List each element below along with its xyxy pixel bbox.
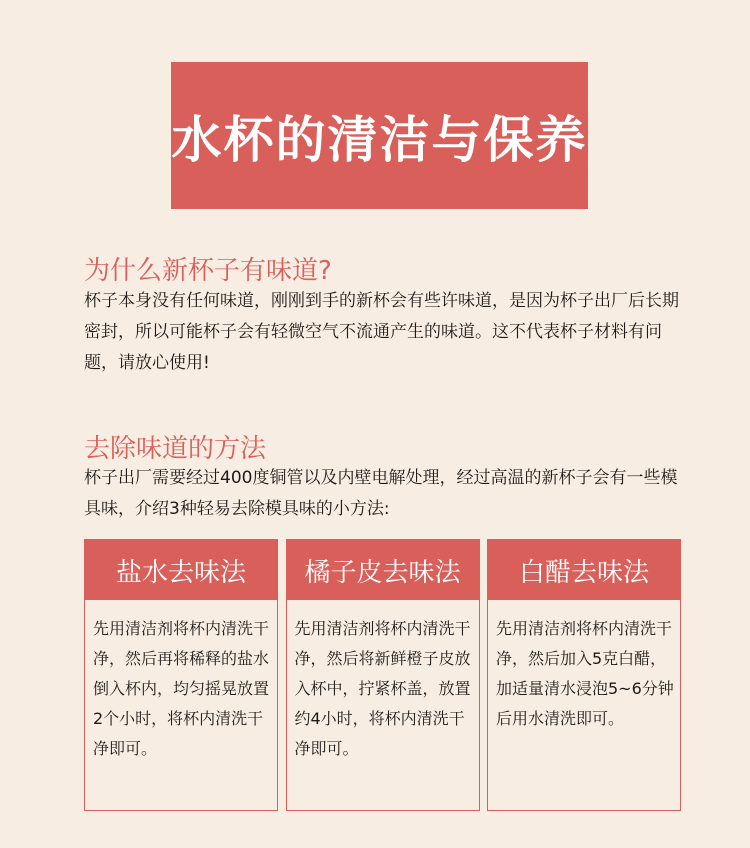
method-card-title: 橘子皮去味法 [287, 540, 479, 600]
method-card-title: 盐水去味法 [85, 540, 277, 600]
method-card-salt-water [84, 539, 278, 811]
method-card-text: 先用清洁剂将杯内清洗干净，然后加入5克白醋，加适量清水浸泡5~6分钟后用水清洗即可。 [496, 619, 674, 728]
method-card-orange-peel [286, 539, 480, 811]
methods-heading: 去除味道的方法 [84, 434, 267, 464]
method-card-text: 先用清洁剂将杯内清洗干净，然后将新鲜橙子皮放入杯中，拧紧杯盖，放置约4小时，将杯内清洗干净即可。 [294, 619, 471, 758]
page-title: 水杯的清洁与保养 [171, 110, 588, 169]
method-card-text: 先用清洁剂将杯内清洗干净，然后再将稀释的盐水倒入杯内，均匀摇晃放置2个小时，将杯内清洗干净即可。 [93, 619, 270, 758]
method-cards [84, 539, 681, 811]
title-banner [171, 62, 588, 209]
methods-intro: 杯子出厂需要经过400度铜管以及内壁电解处理，经过高温的新杯子会有一些模具味，介绍3种轻易去除模具味的小方法: [84, 468, 678, 519]
why-heading: 为什么新杯子有味道? [84, 256, 332, 286]
method-card-title: 白醋去味法 [488, 540, 680, 600]
why-paragraph: 杯子本身没有任何味道，刚刚到手的新杯会有些许味道，是因为杯子出厂后长期密封，所以可能杯子会有轻微空气不流通产生的味道。这不代表杯子材料有问题，请放心使用! [84, 291, 679, 373]
method-card-white-vinegar [487, 539, 681, 811]
